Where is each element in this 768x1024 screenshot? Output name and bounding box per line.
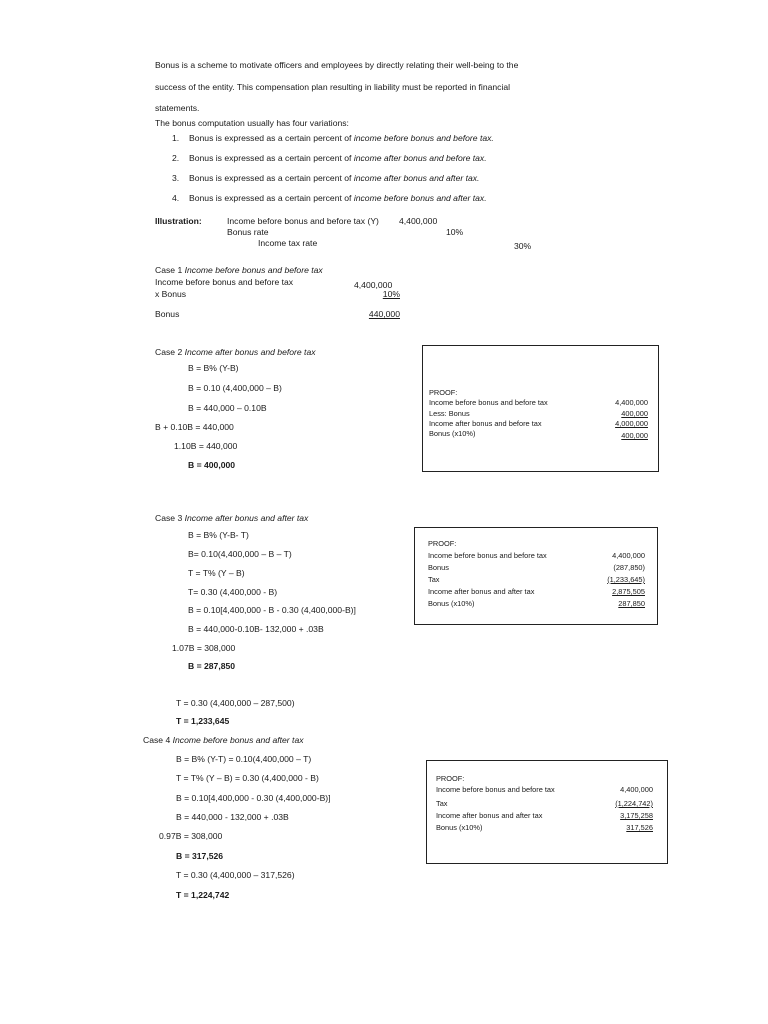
proof-row-label: Income before bonus and before tax [429,398,548,407]
case1-bonus-label: x Bonus [155,289,187,299]
proof-row-value: 4,400,000 [615,398,648,407]
proof-row-value: (287,850) [613,563,645,572]
case4-equation: B = 0.10[4,400,000 - 0.30 (4,400,000-B)] [176,793,331,803]
proof-row-value: 2,875,505 [612,587,645,596]
case3-tax-result: T = 1,233,645 [176,716,230,726]
intro-line: statements. [155,103,200,113]
proof-row-label: Bonus [428,563,449,572]
proof-row-label: Income after bonus and before tax [429,419,542,428]
case4-tax-result: T = 1,224,742 [176,890,230,900]
proof-row-label: Bonus (x10%) [436,823,483,832]
case4-tax-equation: T = 0.30 (4,400,000 – 317,526) [176,870,295,880]
proof-row-value: 400,000 [621,409,648,418]
case2-equation: B = B% (Y-B) [188,363,239,373]
proof-row-value: 317,526 [626,823,653,832]
case4-equation: 0.97B = 308,000 [159,831,223,841]
case2-equation: B + 0.10B = 440,000 [155,422,234,432]
case3-tax-equation: T = 0.30 (4,400,000 – 287,500) [176,698,295,708]
variations-list [172,128,494,208]
case4-equation: B = B% (Y-T) = 0.10(4,400,000 – T) [176,754,312,764]
proof-row-value: 4,400,000 [612,551,645,560]
illustration-tax-label: Income tax rate [258,238,318,248]
case3-equation: 1.07B = 308,000 [172,643,236,653]
case3-equation: B = 440,000-0.10B- 132,000 + .03B [188,624,324,634]
illustration-rate-label: Bonus rate [227,227,269,237]
proof-row-value: (1,233,645) [607,575,645,584]
proof-title: PROOF: [436,774,465,783]
case2-equation: B = 440,000 – 0.10B [188,403,267,413]
intro-line: The bonus computation usually has four variations: [155,117,349,128]
case3-proof-box [414,527,658,625]
proof-row-label: Income after bonus and after tax [428,587,535,596]
case4-result: B = 317,526 [176,851,224,861]
case2-equation: B = 0.10 (4,400,000 – B) [188,383,282,393]
illustration-tax-value: 30% [514,241,532,251]
list-item: 4. Bonus is expressed as a certain percent of income before bonus and after tax. [172,193,487,203]
list-item: 3. Bonus is expressed as a certain percent of income after bonus and after tax. [172,173,480,183]
case2-equation: 1.10B = 440,000 [174,441,238,451]
case3-result: B = 287,850 [188,661,236,671]
case1-title: Case 1 Income before bonus and before tax [155,265,323,275]
case3-equation: B = 0.10[4,400,000 - B - 0.30 (4,400,000-B)] [188,605,356,615]
proof-title: PROOF: [429,388,458,397]
proof-row-value: 287,850 [618,599,645,608]
case4-proof-box [426,760,668,864]
case3-equation: B = B% (Y-B- T) [188,530,249,540]
proof-title: PROOF: [428,539,457,548]
case4-equation: T = T% (Y – B) = 0.30 (4,400,000 - B) [176,773,319,783]
proof-row-label: Less: Bonus [429,409,470,418]
proof-row-label: Income before bonus and before tax [436,785,555,794]
proof-row-label: Bonus (x10%) [429,429,476,438]
proof-row-label: Income after bonus and after tax [436,811,543,820]
list-item: 2. Bonus is expressed as a certain percent of income after bonus and before tax. [172,153,487,163]
case3-equation: T= 0.30 (4,400,000 - B) [188,587,278,597]
case2-proof-box [422,345,659,472]
case1-income-label: Income before bonus and before tax [155,277,294,287]
illustration-label: Illustration: [155,216,202,226]
intro-line: success of the entity. This compensation plan resulting in liability must be reported in financial [155,81,511,92]
case4-equation: B = 440,000 - 132,000 + .03B [176,812,289,822]
proof-row-value: 3,175,258 [620,811,653,820]
list-item: 1. Bonus is expressed as a certain percent of income before bonus and before tax. [172,133,494,143]
intro-line: Bonus is a scheme to motivate officers and employees by directly relating their well-being to the [155,60,519,70]
case3-equation: T = T% (Y – B) [188,568,245,578]
intro-paragraph [155,55,605,134]
case2-title: Case 2 Income after bonus and before tax [155,347,316,357]
case3-equation: B= 0.10(4,400,000 – B – T) [188,549,292,559]
proof-row-label: Bonus (x10%) [428,599,475,608]
case1-result-value: 440,000 [368,309,400,319]
illustration-rate-value: 10% [446,227,464,237]
proof-row-value: 4,000,000 [615,419,648,428]
illustration-income-value: 4,400,000 [399,216,438,226]
proof-row-value: 4,400,000 [620,785,653,794]
proof-row-label: Tax [428,575,440,584]
case1-bonus-rate: 10% [382,289,400,299]
case3-title: Case 3 Income after bonus and after tax [155,513,309,523]
proof-row-label: Income before bonus and before tax [428,551,547,560]
case1-result-label: Bonus [155,309,180,319]
case1-income-value: 4,400,000 [354,280,393,290]
proof-row-value: 400,000 [621,431,648,440]
proof-row-label: Tax [436,799,448,808]
case4-title: Case 4 Income before bonus and after tax [143,735,304,745]
illustration-income-label: Income before bonus and before tax (Y) [227,216,379,226]
proof-row-value: (1,224,742) [615,799,653,808]
case2-result: B = 400,000 [188,460,236,470]
